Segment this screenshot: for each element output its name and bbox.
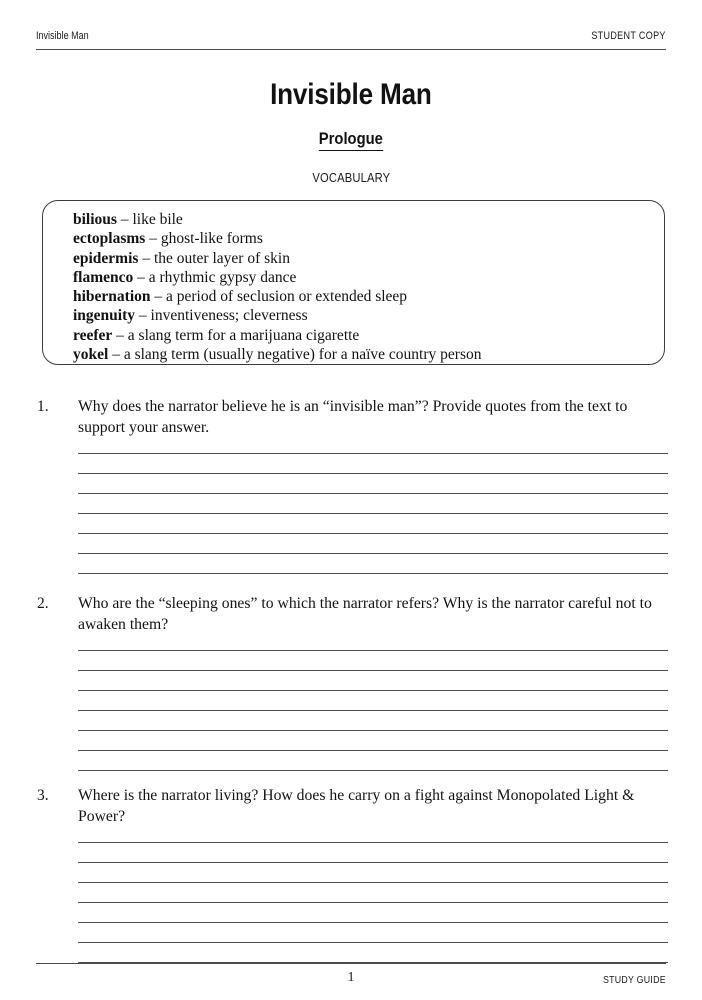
vocabulary-heading-text: VOCABULARY	[312, 170, 390, 185]
vocabulary-heading	[0, 170, 702, 186]
question-number: 3.	[37, 787, 49, 804]
answer-line[interactable]	[78, 631, 668, 651]
vocabulary-entry	[73, 268, 650, 287]
vocabulary-entry	[73, 229, 650, 248]
answer-line[interactable]	[78, 711, 668, 731]
answer-line[interactable]	[78, 923, 668, 943]
footer-rule	[36, 963, 666, 964]
vocabulary-entry	[73, 287, 650, 306]
answer-lines[interactable]	[78, 434, 668, 574]
answer-line[interactable]	[78, 534, 668, 554]
page-title	[0, 78, 702, 112]
vocabulary-term: yokel	[73, 346, 109, 364]
vocabulary-term: epidermis	[73, 249, 139, 267]
vocabulary-definition: a period of seclusion or extended sleep	[166, 288, 408, 306]
answer-line[interactable]	[78, 671, 668, 691]
vocabulary-entry	[73, 345, 650, 364]
page-title-text: Invisible Man	[270, 78, 432, 111]
answer-line[interactable]	[78, 494, 668, 514]
answer-line[interactable]	[78, 751, 668, 771]
vocabulary-entry	[73, 306, 650, 325]
question-number: 1.	[37, 398, 49, 415]
page-number: 1	[347, 970, 355, 985]
vocabulary-definition: the outer layer of skin	[153, 249, 290, 267]
answer-line[interactable]	[78, 514, 668, 534]
answer-line[interactable]	[78, 691, 668, 711]
answer-lines[interactable]	[78, 631, 668, 771]
footer-study-guide-label	[591, 974, 666, 987]
answer-line[interactable]	[78, 434, 668, 454]
header-title: Invisible Man	[36, 30, 89, 42]
vocabulary-separator: –	[108, 346, 124, 364]
vocabulary-list	[73, 210, 650, 364]
footer-study-guide-text: STUDY GUIDE	[603, 974, 666, 986]
answer-line[interactable]	[78, 651, 668, 671]
vocabulary-definition: ghost-like forms	[160, 230, 263, 248]
answer-line[interactable]	[78, 903, 668, 923]
vocabulary-definition: a slang term for a marijuana cigarette	[127, 326, 360, 344]
vocabulary-term: flamenco	[73, 268, 134, 286]
vocabulary-box	[42, 200, 665, 365]
answer-line[interactable]	[78, 943, 668, 963]
question-text: Where is the narrator living? How does he carry on a fight against Monopolated Light & Power?	[78, 787, 635, 825]
vocabulary-separator: –	[150, 288, 167, 306]
vocabulary-term: bilious	[73, 211, 117, 228]
vocabulary-separator: –	[116, 211, 133, 228]
header-copy-label: STUDENT COPY	[591, 30, 666, 42]
vocabulary-entry	[73, 326, 650, 345]
vocabulary-separator: –	[112, 326, 128, 344]
header-rule	[36, 49, 666, 50]
vocabulary-separator: –	[145, 230, 161, 248]
section-title	[0, 129, 702, 151]
vocabulary-term: ingenuity	[73, 307, 136, 325]
answer-line[interactable]	[78, 843, 668, 863]
running-header	[36, 30, 666, 43]
vocabulary-separator: –	[133, 268, 149, 286]
answer-line[interactable]	[78, 731, 668, 751]
vocabulary-definition: a slang term (usually negative) for a naïve country person	[123, 346, 482, 364]
answer-line[interactable]	[78, 883, 668, 903]
vocabulary-entry	[73, 249, 650, 268]
vocabulary-entry	[73, 210, 650, 229]
answer-line[interactable]	[78, 454, 668, 474]
question-number: 2.	[37, 595, 49, 612]
vocabulary-definition: like bile	[132, 211, 183, 228]
answer-lines[interactable]	[78, 823, 668, 963]
question-text: Who are the “sleeping ones” to which the narrator refers? Why is the narrator careful not to awaken them?	[78, 595, 652, 633]
section-title-text: Prologue	[319, 129, 383, 151]
question-text: Why does the narrator believe he is an “invisible man”? Provide quotes from the text to support your answer.	[78, 398, 628, 436]
vocabulary-separator: –	[135, 307, 151, 325]
vocabulary-term: hibernation	[73, 288, 151, 306]
vocabulary-term: ectoplasms	[73, 230, 146, 248]
vocabulary-term: reefer	[73, 326, 113, 344]
answer-line[interactable]	[78, 863, 668, 883]
vocabulary-definition: inventiveness; cleverness	[150, 307, 308, 325]
answer-line[interactable]	[78, 554, 668, 574]
answer-line[interactable]	[78, 474, 668, 494]
vocabulary-separator: –	[138, 249, 154, 267]
vocabulary-definition: a rhythmic gypsy dance	[148, 268, 297, 286]
answer-line[interactable]	[78, 823, 668, 843]
